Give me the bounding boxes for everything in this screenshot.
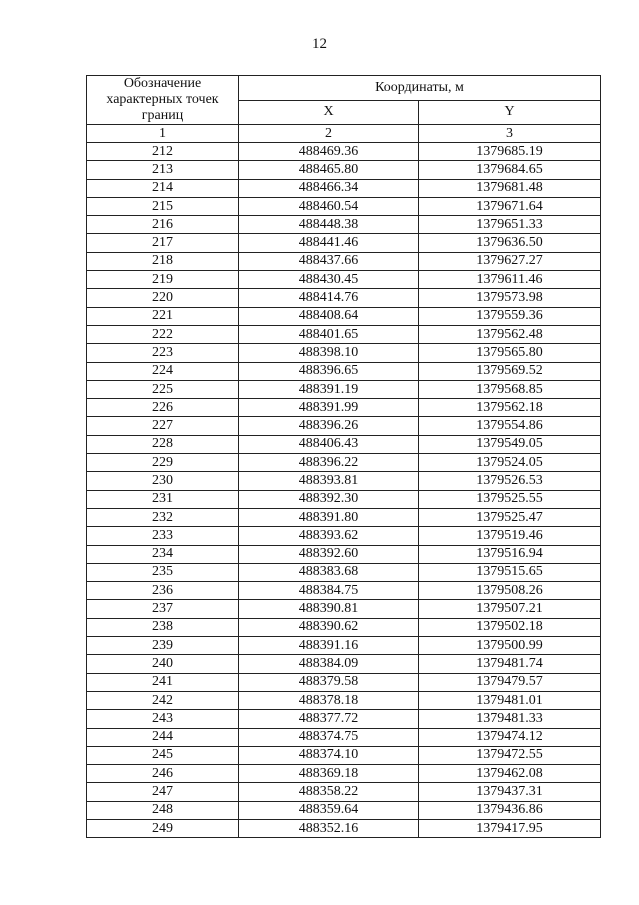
x-coordinate-cell: 488391.99 [239, 399, 419, 417]
point-number-cell: 247 [87, 783, 239, 801]
point-number-cell: 241 [87, 673, 239, 691]
x-coordinate-cell: 488377.72 [239, 710, 419, 728]
y-coordinate-cell: 1379562.48 [419, 325, 601, 343]
table-row [87, 161, 601, 179]
y-coordinate-cell: 1379565.80 [419, 344, 601, 362]
table-row [87, 289, 601, 307]
y-coordinate-cell: 1379525.55 [419, 490, 601, 508]
x-coordinate-cell: 488460.54 [239, 197, 419, 215]
y-coordinate-cell: 1379507.21 [419, 600, 601, 618]
table-row [87, 545, 601, 563]
x-coordinate-cell: 488396.22 [239, 454, 419, 472]
table-row [87, 801, 601, 819]
point-number-cell: 212 [87, 143, 239, 161]
x-coordinate-cell: 488379.58 [239, 673, 419, 691]
y-coordinate-cell: 1379481.33 [419, 710, 601, 728]
page-number: 12 [312, 36, 327, 52]
y-coordinate-cell: 1379417.95 [419, 819, 601, 837]
table-row [87, 380, 601, 398]
point-number-cell: 224 [87, 362, 239, 380]
x-coordinate-cell: 488408.64 [239, 307, 419, 325]
coordinates-table [86, 75, 601, 838]
y-coordinate-cell: 1379671.64 [419, 197, 601, 215]
point-number-cell: 238 [87, 618, 239, 636]
y-coordinate-cell: 1379611.46 [419, 271, 601, 289]
point-number-cell: 237 [87, 600, 239, 618]
point-number-cell: 242 [87, 691, 239, 709]
x-coordinate-cell: 488359.64 [239, 801, 419, 819]
point-number-cell: 225 [87, 380, 239, 398]
point-number-cell: 235 [87, 563, 239, 581]
y-coordinate-cell: 1379569.52 [419, 362, 601, 380]
table-row [87, 197, 601, 215]
x-coordinate-cell: 488401.65 [239, 325, 419, 343]
point-number-cell: 213 [87, 161, 239, 179]
point-number-cell: 232 [87, 508, 239, 526]
x-coordinate-cell: 488390.81 [239, 600, 419, 618]
y-coordinate-cell: 1379549.05 [419, 435, 601, 453]
x-coordinate-cell: 488465.80 [239, 161, 419, 179]
table-row [87, 472, 601, 490]
y-coordinate-cell: 1379516.94 [419, 545, 601, 563]
point-number-cell: 245 [87, 746, 239, 764]
table-row [87, 307, 601, 325]
point-number-cell: 249 [87, 819, 239, 837]
point-number-cell: 219 [87, 271, 239, 289]
header-x: X [239, 100, 419, 125]
point-number-cell: 229 [87, 454, 239, 472]
x-coordinate-cell: 488448.38 [239, 216, 419, 234]
point-number-cell: 248 [87, 801, 239, 819]
y-coordinate-cell: 1379519.46 [419, 527, 601, 545]
table-row [87, 765, 601, 783]
y-coordinate-cell: 1379525.47 [419, 508, 601, 526]
y-coordinate-cell: 1379636.50 [419, 234, 601, 252]
table-body [87, 143, 601, 838]
point-number-cell: 246 [87, 765, 239, 783]
table-row [87, 527, 601, 545]
point-number-cell: 244 [87, 728, 239, 746]
point-number-cell: 236 [87, 582, 239, 600]
header-y: Y [419, 100, 601, 125]
table-row [87, 179, 601, 197]
table-row [87, 783, 601, 801]
point-number-cell: 228 [87, 435, 239, 453]
table-row [87, 637, 601, 655]
table-row [87, 454, 601, 472]
x-coordinate-cell: 488392.60 [239, 545, 419, 563]
point-number-cell: 226 [87, 399, 239, 417]
table-row [87, 746, 601, 764]
point-number-cell: 234 [87, 545, 239, 563]
point-number-cell: 218 [87, 252, 239, 270]
table-row [87, 344, 601, 362]
x-coordinate-cell: 488384.75 [239, 582, 419, 600]
x-coordinate-cell: 488393.81 [239, 472, 419, 490]
x-coordinate-cell: 488378.18 [239, 691, 419, 709]
header-point-designation: Обозначение характерных точек границ [87, 76, 239, 125]
x-coordinate-cell: 488358.22 [239, 783, 419, 801]
table-row [87, 582, 601, 600]
point-number-cell: 216 [87, 216, 239, 234]
x-coordinate-cell: 488392.30 [239, 490, 419, 508]
y-coordinate-cell: 1379472.55 [419, 746, 601, 764]
point-number-cell: 227 [87, 417, 239, 435]
table-row [87, 234, 601, 252]
point-number-cell: 230 [87, 472, 239, 490]
table-row [87, 325, 601, 343]
x-coordinate-cell: 488430.45 [239, 271, 419, 289]
point-number-cell: 220 [87, 289, 239, 307]
table-row [87, 490, 601, 508]
y-coordinate-cell: 1379515.65 [419, 563, 601, 581]
y-coordinate-cell: 1379481.74 [419, 655, 601, 673]
x-coordinate-cell: 488396.65 [239, 362, 419, 380]
table-row [87, 435, 601, 453]
y-coordinate-cell: 1379562.18 [419, 399, 601, 417]
x-coordinate-cell: 488393.62 [239, 527, 419, 545]
y-coordinate-cell: 1379436.86 [419, 801, 601, 819]
point-number-cell: 243 [87, 710, 239, 728]
table-row [87, 399, 601, 417]
table-row [87, 728, 601, 746]
y-coordinate-cell: 1379526.53 [419, 472, 601, 490]
x-coordinate-cell: 488352.16 [239, 819, 419, 837]
x-coordinate-cell: 488391.19 [239, 380, 419, 398]
column-number: 1 [87, 125, 239, 143]
y-coordinate-cell: 1379474.12 [419, 728, 601, 746]
x-coordinate-cell: 488383.68 [239, 563, 419, 581]
x-coordinate-cell: 488391.16 [239, 637, 419, 655]
column-number-row [87, 125, 601, 143]
x-coordinate-cell: 488374.75 [239, 728, 419, 746]
table-row [87, 216, 601, 234]
table-row [87, 673, 601, 691]
point-number-cell: 215 [87, 197, 239, 215]
point-number-cell: 223 [87, 344, 239, 362]
column-number: 2 [239, 125, 419, 143]
y-coordinate-cell: 1379568.85 [419, 380, 601, 398]
x-coordinate-cell: 488406.43 [239, 435, 419, 453]
x-coordinate-cell: 488398.10 [239, 344, 419, 362]
x-coordinate-cell: 488469.36 [239, 143, 419, 161]
y-coordinate-cell: 1379685.19 [419, 143, 601, 161]
x-coordinate-cell: 488396.26 [239, 417, 419, 435]
y-coordinate-cell: 1379554.86 [419, 417, 601, 435]
table-row [87, 563, 601, 581]
x-coordinate-cell: 488374.10 [239, 746, 419, 764]
table-row [87, 655, 601, 673]
y-coordinate-cell: 1379573.98 [419, 289, 601, 307]
y-coordinate-cell: 1379481.01 [419, 691, 601, 709]
table-row [87, 417, 601, 435]
table-row [87, 252, 601, 270]
x-coordinate-cell: 488384.09 [239, 655, 419, 673]
y-coordinate-cell: 1379684.65 [419, 161, 601, 179]
point-number-cell: 240 [87, 655, 239, 673]
y-coordinate-cell: 1379437.31 [419, 783, 601, 801]
table-row [87, 819, 601, 837]
y-coordinate-cell: 1379627.27 [419, 252, 601, 270]
table-row [87, 710, 601, 728]
header-coordinates: Координаты, м [239, 76, 601, 101]
x-coordinate-cell: 488414.76 [239, 289, 419, 307]
point-number-cell: 214 [87, 179, 239, 197]
y-coordinate-cell: 1379508.26 [419, 582, 601, 600]
point-number-cell: 217 [87, 234, 239, 252]
y-coordinate-cell: 1379500.99 [419, 637, 601, 655]
x-coordinate-cell: 488369.18 [239, 765, 419, 783]
column-number: 3 [419, 125, 601, 143]
x-coordinate-cell: 488466.34 [239, 179, 419, 197]
point-number-cell: 222 [87, 325, 239, 343]
table-row [87, 600, 601, 618]
y-coordinate-cell: 1379651.33 [419, 216, 601, 234]
point-number-cell: 231 [87, 490, 239, 508]
y-coordinate-cell: 1379502.18 [419, 618, 601, 636]
y-coordinate-cell: 1379479.57 [419, 673, 601, 691]
table-row [87, 362, 601, 380]
point-number-cell: 233 [87, 527, 239, 545]
x-coordinate-cell: 488390.62 [239, 618, 419, 636]
x-coordinate-cell: 488391.80 [239, 508, 419, 526]
table-row [87, 508, 601, 526]
table-row [87, 618, 601, 636]
y-coordinate-cell: 1379681.48 [419, 179, 601, 197]
table-row [87, 271, 601, 289]
x-coordinate-cell: 488441.46 [239, 234, 419, 252]
table-header [87, 76, 601, 143]
y-coordinate-cell: 1379462.08 [419, 765, 601, 783]
table-row [87, 143, 601, 161]
table-row [87, 691, 601, 709]
y-coordinate-cell: 1379524.05 [419, 454, 601, 472]
point-number-cell: 221 [87, 307, 239, 325]
y-coordinate-cell: 1379559.36 [419, 307, 601, 325]
x-coordinate-cell: 488437.66 [239, 252, 419, 270]
point-number-cell: 239 [87, 637, 239, 655]
